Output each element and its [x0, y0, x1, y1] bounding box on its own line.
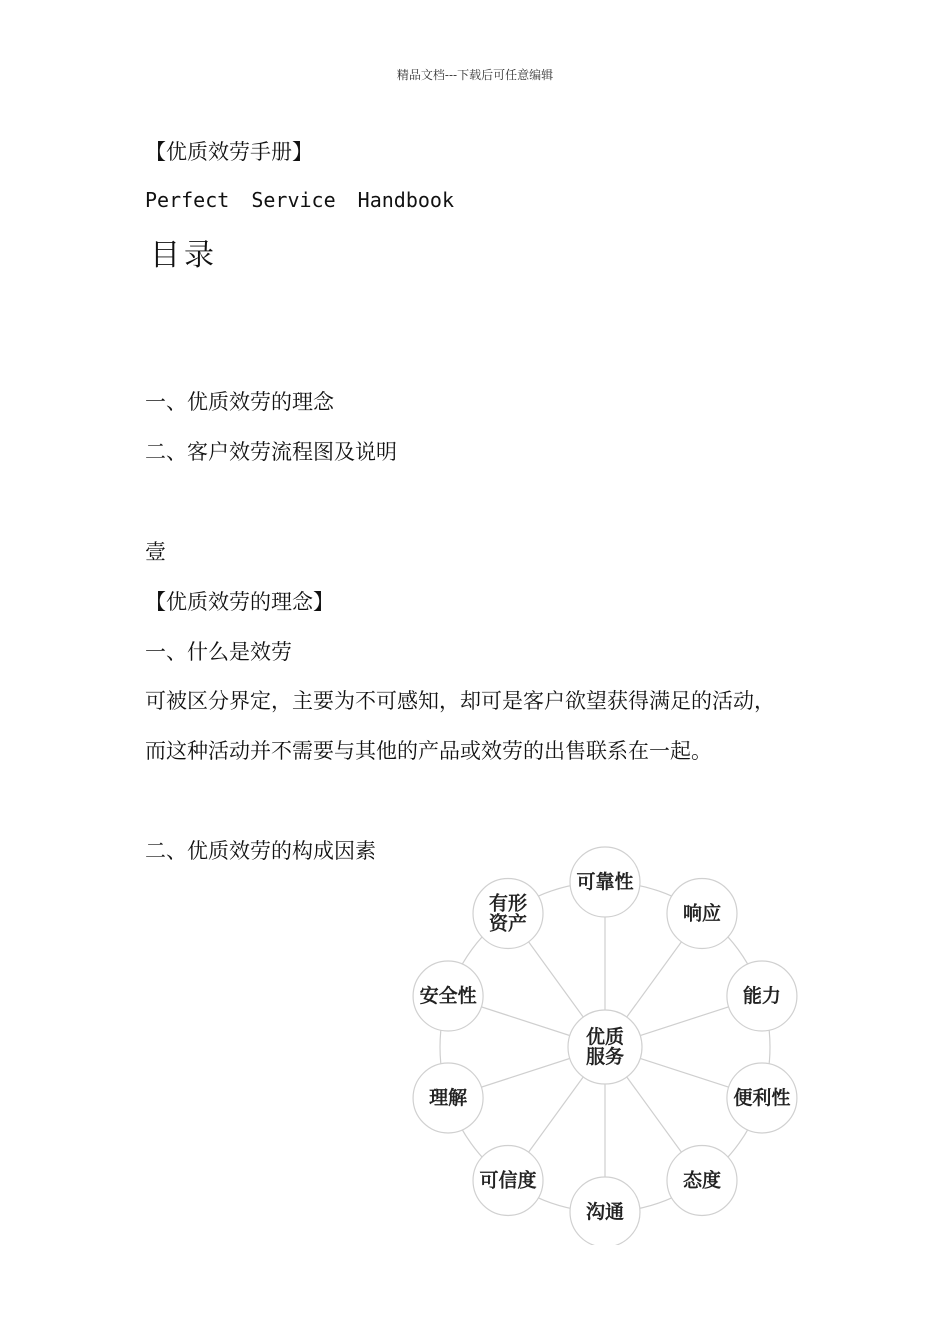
- factor-node-ability-label: 能力: [742, 985, 781, 1008]
- factor-node-security: [413, 961, 483, 1031]
- factor-node-convenience-label: 便利性: [733, 1086, 791, 1109]
- factor-node-credibility: [473, 1145, 543, 1215]
- factor-node-communication: [570, 1177, 640, 1245]
- english-subtitle: Perfect Service Handbook: [145, 188, 454, 212]
- section-title: 【优质效劳的理念】: [145, 590, 334, 614]
- factor-node-attitude: [667, 1145, 737, 1215]
- factor-node-reliability: [570, 847, 640, 917]
- factor-node-tangible: [473, 879, 543, 949]
- factor-node-convenience: [727, 1063, 797, 1133]
- center-node-label: 服务: [585, 1046, 625, 1068]
- factor-node-response-label: 响应: [682, 902, 721, 925]
- question-2-heading: 二、优质效劳的构成因素: [145, 839, 376, 863]
- factor-node-understanding-label: 理解: [429, 1086, 468, 1109]
- question-1-paragraph-line-1: 可被区分界定，主要为不可感知，却可是客户欲望获得满足的活动，: [145, 689, 775, 713]
- factor-node-tangible-label: 有形: [489, 892, 528, 915]
- center-node-label: 优质: [585, 1026, 625, 1048]
- factor-node-understanding: [413, 1063, 483, 1133]
- question-1-heading: 一、什么是效劳: [145, 640, 292, 664]
- toc-item-1: 一、优质效劳的理念: [145, 390, 334, 414]
- toc-item-2: 二、客户效劳流程图及说明: [145, 440, 397, 464]
- page-header: 精品文档---下载后可任意编辑: [396, 68, 554, 82]
- factor-node-ability: [727, 961, 797, 1031]
- question-1-paragraph-line-2: 而这种活动并不需要与其他的产品或效劳的出售联系在一起。: [145, 739, 712, 763]
- factor-node-security-label: 安全性: [419, 985, 477, 1008]
- factor-node-tangible-label: 资产: [489, 912, 528, 935]
- section-number: 壹: [145, 540, 166, 564]
- factor-node-response: [667, 879, 737, 949]
- factor-node-communication-label: 沟通: [585, 1201, 625, 1223]
- service-factors-diagram: [390, 835, 820, 1245]
- document-title: 【优质效劳手册】: [145, 140, 313, 164]
- factor-node-attitude-label: 态度: [682, 1169, 721, 1192]
- center-node: [568, 1010, 642, 1084]
- factor-node-reliability-label: 可靠性: [576, 871, 634, 893]
- toc-heading: 目录: [150, 238, 218, 273]
- factor-node-credibility-label: 可信度: [479, 1169, 537, 1192]
